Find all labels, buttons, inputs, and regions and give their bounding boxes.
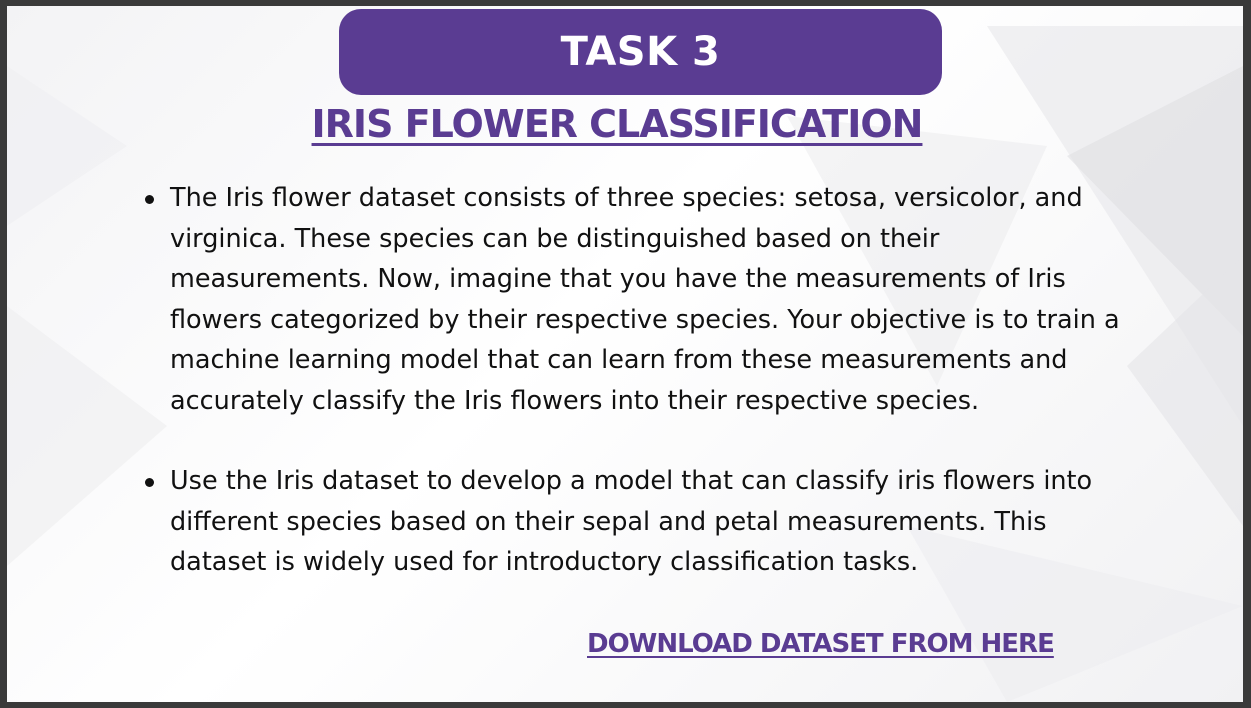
bullet-text: The Iris flower dataset consists of three species: setosa, versicolor, and virginica. These species can be distinguished based on their measurements. Now, imagine that you have the measurements of Iris flowers categorized by their respective species. Your objective is to train a machine learning model that can learn from these measurements and accurately classify the Iris flowers into their respective species.	[170, 183, 1120, 416]
bullet-icon	[145, 478, 154, 487]
task-label: TASK 3	[560, 29, 721, 75]
download-dataset-link[interactable]: DOWNLOAD DATASET FROM HERE	[587, 629, 1054, 659]
slide	[7, 6, 1243, 702]
list-item	[145, 178, 1135, 421]
task-banner	[339, 9, 942, 95]
bullet-list	[145, 178, 1135, 583]
bullet-icon	[145, 195, 154, 204]
list-item	[145, 461, 1135, 583]
bullet-text: Use the Iris dataset to develop a model that can classify iris flowers into different species based on their sepal and petal measurements. This dataset is widely used for introductory classification tasks.	[170, 466, 1093, 577]
page-title: IRIS FLOWER CLASSIFICATION	[311, 102, 923, 146]
